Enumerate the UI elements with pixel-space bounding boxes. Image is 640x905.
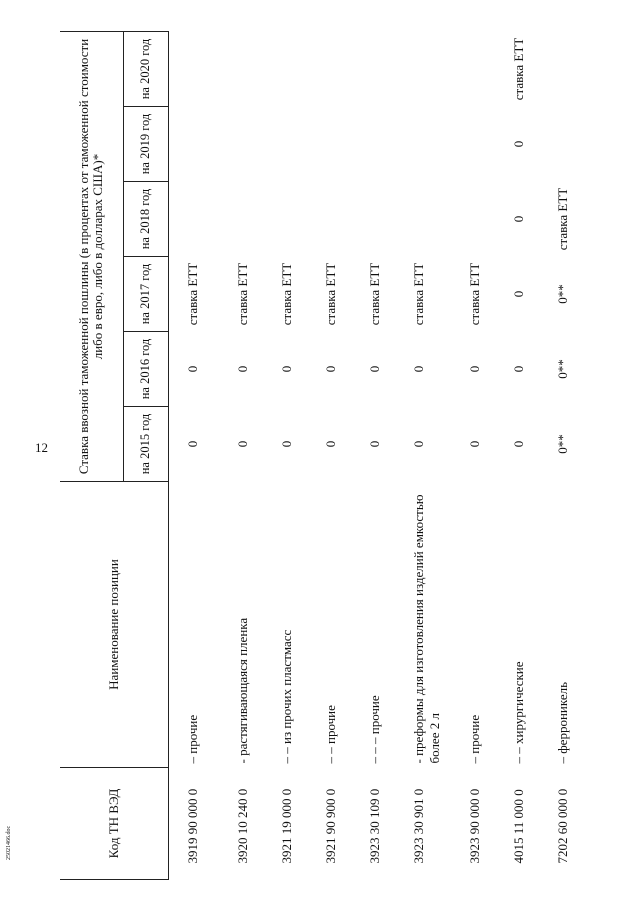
table-row bbox=[313, 32, 357, 880]
rate-cell bbox=[357, 107, 401, 182]
rate-cell bbox=[401, 107, 457, 182]
rate-cell: ставка ЕТТ bbox=[279, 262, 294, 326]
rate-cell bbox=[357, 32, 401, 107]
rate-cell: 0 bbox=[511, 290, 526, 298]
row-code: 3919 90 000 0 bbox=[185, 788, 200, 864]
rate-cell bbox=[357, 182, 401, 257]
rate-cell: 0** bbox=[555, 359, 570, 379]
rate-cell bbox=[269, 182, 313, 257]
rate-cell: 0 bbox=[279, 440, 294, 448]
rotated-page bbox=[60, 30, 580, 880]
header-year: на 2020 год bbox=[123, 32, 168, 107]
table-row bbox=[545, 32, 601, 880]
rate-cell: 0 bbox=[511, 215, 526, 223]
row-code: 3921 19 000 0 bbox=[279, 788, 294, 864]
rate-cell: ставка ЕТТ bbox=[367, 262, 382, 326]
row-name: – – хирургические bbox=[511, 661, 526, 764]
header-year: на 2017 год bbox=[123, 257, 168, 332]
rate-cell bbox=[169, 182, 226, 257]
tariff-table bbox=[60, 31, 601, 880]
row-name: - растягивающаяся пленка bbox=[235, 617, 250, 764]
table-row bbox=[169, 32, 226, 880]
table-row bbox=[357, 32, 401, 880]
rate-cell: 0 bbox=[185, 440, 200, 448]
rate-cell: 0 bbox=[511, 140, 526, 148]
row-code: 4015 11 000 0 bbox=[511, 789, 526, 864]
row-code: 3921 90 900 0 bbox=[323, 788, 338, 864]
rate-cell: ставка ЕТТ bbox=[185, 262, 200, 326]
header-year: на 2015 год bbox=[123, 407, 168, 482]
table-row bbox=[225, 32, 269, 880]
rate-cell bbox=[169, 32, 226, 107]
row-name: – – прочие bbox=[323, 705, 338, 764]
rate-cell: 0 bbox=[323, 440, 338, 448]
rate-cell: ставка ЕТТ bbox=[411, 262, 426, 326]
rate-cell: 0 bbox=[235, 365, 250, 373]
rate-cell bbox=[225, 107, 269, 182]
rate-cell bbox=[545, 107, 601, 182]
rate-cell: ставка ЕТТ bbox=[323, 262, 338, 326]
rate-cell: 0 bbox=[279, 365, 294, 373]
table-row bbox=[401, 32, 457, 880]
rate-cell: 0** bbox=[555, 434, 570, 454]
rate-cell: 0 bbox=[367, 440, 382, 448]
rate-cell bbox=[269, 107, 313, 182]
rate-cell: 0** bbox=[555, 284, 570, 304]
row-code: 3920 10 240 0 bbox=[235, 788, 250, 864]
rate-cell bbox=[457, 32, 501, 107]
row-name: - преформы для изготовления изделий емкостью более 2 л bbox=[411, 494, 442, 764]
rate-cell bbox=[225, 32, 269, 107]
row-code: 3923 30 901 0 bbox=[411, 788, 426, 864]
row-code: 3923 90 000 0 bbox=[467, 788, 482, 864]
rate-cell bbox=[457, 182, 501, 257]
rate-cell bbox=[169, 107, 226, 182]
row-code: 3923 30 109 0 bbox=[367, 788, 382, 864]
rate-cell: 0 bbox=[185, 365, 200, 373]
row-name: – – – прочие bbox=[367, 695, 382, 764]
row-name: – – из прочих пластмасс bbox=[279, 629, 294, 764]
table-row bbox=[269, 32, 313, 880]
rate-cell: 0 bbox=[411, 440, 426, 448]
rate-cell bbox=[401, 32, 457, 107]
table-row bbox=[501, 32, 545, 880]
rate-cell bbox=[313, 32, 357, 107]
row-name: – ферроникель bbox=[555, 681, 570, 764]
row-name: – прочие bbox=[185, 714, 200, 764]
rate-cell bbox=[313, 182, 357, 257]
header-name: Наименование позиции bbox=[60, 482, 169, 768]
rate-cell: 0 bbox=[511, 365, 526, 373]
rate-cell bbox=[313, 107, 357, 182]
document-id: 25021466.doc bbox=[6, 825, 12, 860]
header-year: на 2018 год bbox=[123, 182, 168, 257]
header-year: на 2019 год bbox=[123, 107, 168, 182]
rate-cell: 0 bbox=[467, 365, 482, 373]
rate-cell: ставка ЕТТ bbox=[555, 187, 570, 251]
rate-cell: 0 bbox=[511, 440, 526, 448]
header-year: на 2016 год bbox=[123, 332, 168, 407]
rate-cell bbox=[401, 182, 457, 257]
rate-cell: 0 bbox=[467, 440, 482, 448]
header-code: Код ТН ВЭД bbox=[60, 768, 169, 880]
page-number: 12 bbox=[35, 440, 48, 455]
rate-cell: ставка ЕТТ bbox=[235, 262, 250, 326]
header-rate-group: Ставка ввозной таможенной пошлины (в процентах от таможенной стоимости либо в евро, либо в долларах США)* bbox=[60, 32, 123, 482]
rate-cell: 0 bbox=[323, 365, 338, 373]
rate-cell: 0 bbox=[235, 440, 250, 448]
rate-cell: ставка ЕТТ bbox=[467, 262, 482, 326]
rate-cell: 0 bbox=[411, 365, 426, 373]
rate-cell bbox=[545, 32, 601, 107]
row-name: – прочие bbox=[467, 714, 482, 764]
row-code: 7202 60 000 0 bbox=[555, 788, 570, 864]
table-row bbox=[457, 32, 501, 880]
rate-cell: ставка ЕТТ bbox=[511, 37, 526, 101]
rate-cell bbox=[457, 107, 501, 182]
rate-cell bbox=[225, 182, 269, 257]
rate-cell bbox=[269, 32, 313, 107]
rate-cell: 0 bbox=[367, 365, 382, 373]
